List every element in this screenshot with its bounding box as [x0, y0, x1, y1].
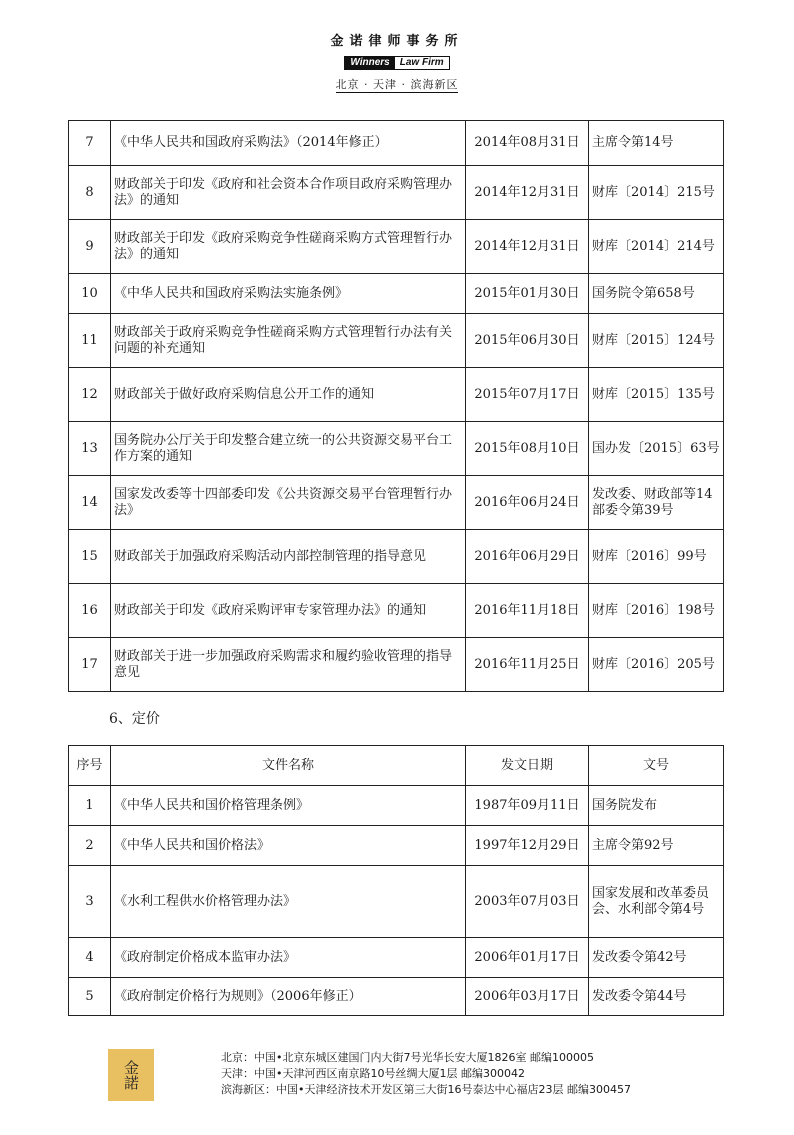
table-row [69, 368, 724, 422]
row-document-number: 财库〔2014〕215号 [589, 166, 724, 220]
row-document-name: 财政部关于进一步加强政府采购需求和履约验收管理的指导意见 [111, 638, 466, 692]
row-document-number: 发改委令第42号 [589, 938, 724, 978]
footer-address-beijing: 北京：中国•北京东城区建国门内大街7号光华长安大厦1826室 邮编100005 [221, 1051, 594, 1064]
row-document-number: 财库〔2016〕205号 [589, 638, 724, 692]
row-issue-date: 2015年01月30日 [466, 274, 589, 314]
row-document-number: 国务院令第658号 [589, 274, 724, 314]
row-document-name: 《水利工程供水价格管理办法》 [111, 866, 466, 938]
table-row [69, 220, 724, 274]
row-document-name: 《政府制定价格行为规则》（2006年修正） [111, 978, 466, 1016]
table-row [69, 978, 724, 1016]
row-document-name: 《中华人民共和国价格法》 [111, 826, 466, 866]
table-row [69, 584, 724, 638]
row-document-number: 财库〔2014〕214号 [589, 220, 724, 274]
row-number: 15 [69, 530, 111, 584]
section-title-pricing: 6、定价 [109, 711, 160, 727]
table-row [69, 786, 724, 826]
row-document-number: 国办发〔2015〕63号 [589, 422, 724, 476]
row-issue-date: 2015年06月30日 [466, 314, 589, 368]
header-issue-date: 发文日期 [466, 746, 589, 786]
row-issue-date: 1987年09月11日 [466, 786, 589, 826]
row-document-name: 财政部关于政府采购竞争性磋商采购方式管理暂行办法有关问题的补充通知 [111, 314, 466, 368]
row-number: 8 [69, 166, 111, 220]
row-number: 17 [69, 638, 111, 692]
table-row [69, 638, 724, 692]
table-row [69, 476, 724, 530]
row-issue-date: 2016年06月29日 [466, 530, 589, 584]
row-document-name: 《中华人民共和国政府采购法实施条例》 [111, 274, 466, 314]
table-row [69, 530, 724, 584]
row-issue-date: 2015年08月10日 [466, 422, 589, 476]
row-issue-date: 2003年07月03日 [466, 866, 589, 938]
row-document-name: 财政部关于印发《政府采购竞争性磋商采购方式管理暂行办法》的通知 [111, 220, 466, 274]
row-issue-date: 2016年11月18日 [466, 584, 589, 638]
row-number: 9 [69, 220, 111, 274]
footer-addresses [221, 1050, 631, 1098]
row-document-number: 财库〔2016〕99号 [589, 530, 724, 584]
row-number: 12 [69, 368, 111, 422]
row-number: 7 [69, 121, 111, 166]
row-document-number: 财库〔2015〕124号 [589, 314, 724, 368]
letterhead [0, 34, 794, 93]
row-document-name: 《中华人民共和国政府采购法》（2014年修正） [111, 121, 466, 166]
regulations-table-continued [68, 120, 724, 692]
table-row [69, 121, 724, 166]
row-document-name: 财政部关于印发《政府和社会资本合作项目政府采购管理办法》的通知 [111, 166, 466, 220]
row-number: 11 [69, 314, 111, 368]
row-number: 2 [69, 826, 111, 866]
row-document-name: 《政府制定价格成本监审办法》 [111, 938, 466, 978]
header-document-name: 文件名称 [111, 746, 466, 786]
office-cities: 北京 · 天津 · 滨海新区 [335, 78, 459, 91]
row-issue-date: 2006年01月17日 [466, 938, 589, 978]
row-document-number: 发改委、财政部等14部委令第39号 [589, 476, 724, 530]
row-issue-date: 2014年08月31日 [466, 121, 589, 166]
footer-address-binhai: 滨海新区：中国•天津经济技术开发区第三大街16号泰达中心福店23层 邮编300457 [221, 1083, 631, 1096]
row-number: 5 [69, 978, 111, 1016]
row-issue-date: 2016年06月24日 [466, 476, 589, 530]
row-document-name: 财政部关于印发《政府采购评审专家管理办法》的通知 [111, 584, 466, 638]
table-row [69, 274, 724, 314]
row-document-number: 国家发展和改革委员会、水利部令第4号 [589, 866, 724, 938]
row-document-number: 主席令第92号 [589, 826, 724, 866]
firm-name-cn: 金诺律师事务所 [330, 34, 464, 49]
row-number: 4 [69, 938, 111, 978]
row-document-name: 国务院办公厅关于印发整合建立统一的公共资源交易平台工作方案的通知 [111, 422, 466, 476]
firm-seal-logo [108, 1049, 154, 1101]
row-issue-date: 2014年12月31日 [466, 166, 589, 220]
row-issue-date: 2006年03月17日 [466, 978, 589, 1016]
table-header-row [69, 746, 724, 786]
row-document-name: 《中华人民共和国价格管理条例》 [111, 786, 466, 826]
row-issue-date: 2016年11月25日 [466, 638, 589, 692]
row-number: 3 [69, 866, 111, 938]
table-row [69, 826, 724, 866]
row-number: 13 [69, 422, 111, 476]
row-issue-date: 1997年12月29日 [466, 826, 589, 866]
row-document-name: 财政部关于加强政府采购活动内部控制管理的指导意见 [111, 530, 466, 584]
seal-text: 金諾 [122, 1060, 140, 1090]
table-row [69, 866, 724, 938]
row-document-name: 财政部关于做好政府采购信息公开工作的通知 [111, 368, 466, 422]
row-document-name: 国家发改委等十四部委印发《公共资源交易平台管理暂行办法》 [111, 476, 466, 530]
table-row [69, 314, 724, 368]
row-document-number: 主席令第14号 [589, 121, 724, 166]
firm-name-en-left: Winners [345, 57, 394, 69]
row-document-number: 发改委令第44号 [589, 978, 724, 1016]
row-number: 10 [69, 274, 111, 314]
row-document-number: 财库〔2016〕198号 [589, 584, 724, 638]
header-document-number: 文号 [589, 746, 724, 786]
firm-name-en-right: Law Firm [395, 57, 449, 69]
row-document-number: 财库〔2015〕135号 [589, 368, 724, 422]
pricing-regulations-table [68, 745, 724, 1016]
footer-address-tianjin: 天津：中国•天津河西区南京路10号丝绸大厦1层 邮编300042 [221, 1067, 525, 1080]
firm-name-en-logo [344, 56, 449, 70]
row-number: 1 [69, 786, 111, 826]
table-row [69, 938, 724, 978]
row-document-number: 国务院发布 [589, 786, 724, 826]
header-number: 序号 [69, 746, 111, 786]
row-number: 14 [69, 476, 111, 530]
table-row [69, 422, 724, 476]
row-issue-date: 2014年12月31日 [466, 220, 589, 274]
row-number: 16 [69, 584, 111, 638]
row-issue-date: 2015年07月17日 [466, 368, 589, 422]
table-row [69, 166, 724, 220]
